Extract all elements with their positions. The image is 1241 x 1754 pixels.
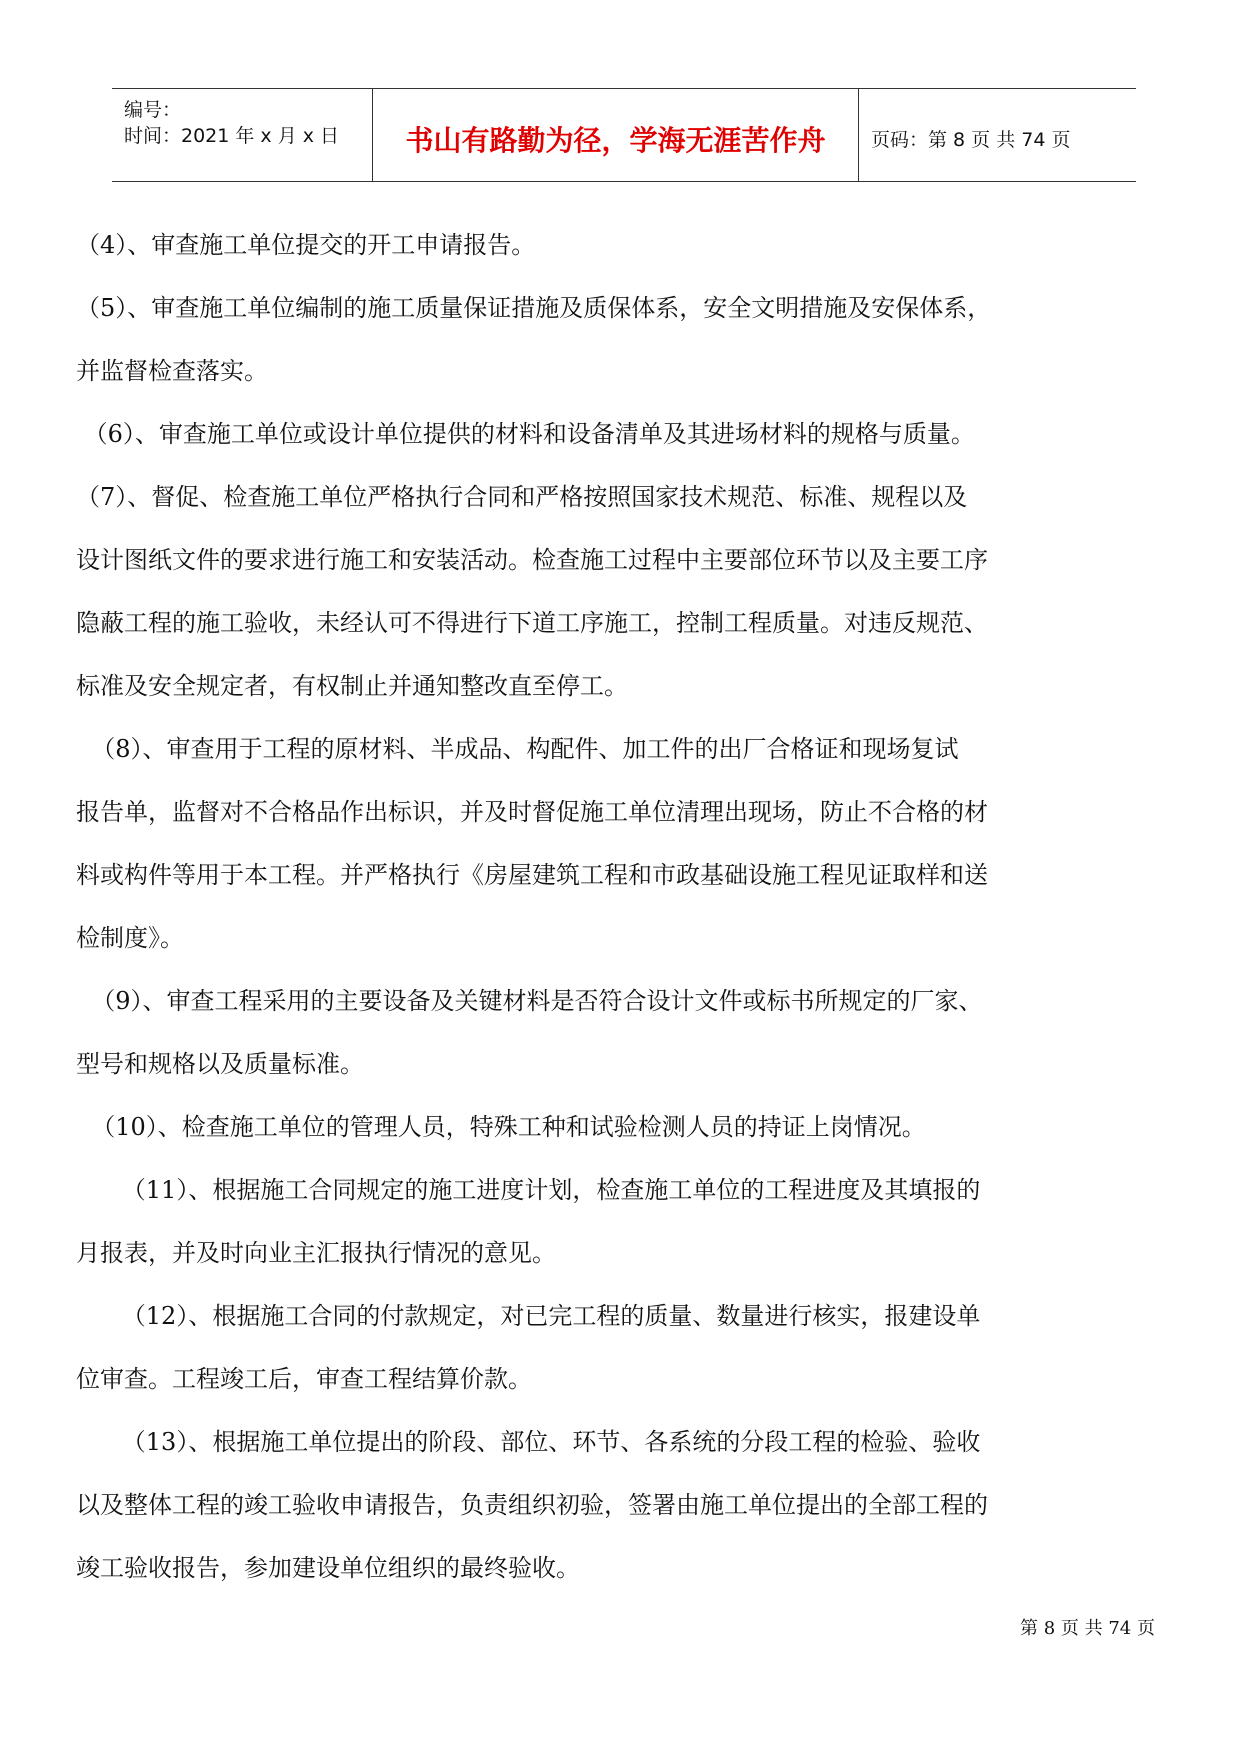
text-line: 隐蔽工程的施工验收，未经认可不得进行下道工序施工，控制工程质量。对违反规范、 xyxy=(76,609,988,637)
text-line: （12）、根据施工合同的付款规定，对已完工程的质量、数量进行核实，报建设单 xyxy=(76,1302,981,1330)
page-footer: 第 8 页 共 74 页 xyxy=(1020,1618,1155,1639)
date-label: 时间：2021 年 x 月 x 日 xyxy=(124,125,340,147)
number-label: 编号： xyxy=(124,99,182,121)
text-line: 并监督检查落实。 xyxy=(76,357,268,385)
text-line: （13）、根据施工单位提出的阶段、部位、环节、各系统的分段工程的检验、验收 xyxy=(76,1428,981,1456)
text-line: （10）、检查施工单位的管理人员，特殊工种和试验检测人员的持证上岗情况。 xyxy=(76,1113,926,1141)
text-line: 设计图纸文件的要求进行施工和安装活动。检查施工过程中主要部位环节以及主要工序 xyxy=(76,546,988,574)
text-line: 以及整体工程的竣工验收申请报告，负责组织初验，签署由施工单位提出的全部工程的 xyxy=(76,1491,988,1519)
header-page-info: 页码：第 8 页 共 74 页 xyxy=(871,129,1071,151)
text-line: 检制度》。 xyxy=(76,924,184,952)
text-line: （9）、审查工程采用的主要设备及关键材料是否符合设计文件或标书所规定的厂家、 xyxy=(76,987,983,1015)
text-line: 月报表，并及时向业主汇报执行情况的意见。 xyxy=(76,1239,556,1267)
text-line: 型号和规格以及质量标准。 xyxy=(76,1050,364,1078)
header-motto: 书山有路勤为径，学海无涯苦作舟 xyxy=(405,124,826,157)
header-middle-cell xyxy=(372,89,859,181)
text-line: 标准及安全规定者，有权制止并通知整改直至停工。 xyxy=(76,672,628,700)
text-line: 报告单，监督对不合格品作出标识，并及时督促施工单位清理出现场，防止不合格的材 xyxy=(76,798,988,826)
text-line: 竣工验收报告，参加建设单位组织的最终验收。 xyxy=(76,1554,580,1582)
text-line: （7）、督促、检查施工单位严格执行合同和严格按照国家技术规范、标准、规程以及 xyxy=(76,483,968,511)
header-left-cell xyxy=(112,89,372,181)
text-line: （6）、审查施工单位或设计单位提供的材料和设备清单及其进场材料的规格与质量。 xyxy=(76,420,975,448)
text-line: （5）、审查施工单位编制的施工质量保证措施及质保体系，安全文明措施及安保体系， xyxy=(76,294,992,322)
text-line: （4）、审查施工单位提交的开工申请报告。 xyxy=(76,231,536,259)
body-content xyxy=(76,214,1176,1600)
header-right-cell xyxy=(858,89,1136,181)
text-line: 位审查。工程竣工后，审查工程结算价款。 xyxy=(76,1365,532,1393)
text-line: （8）、审查用于工程的原材料、半成品、构配件、加工件的出厂合格证和现场复试 xyxy=(76,735,959,763)
document-header xyxy=(112,88,1136,182)
text-line: 料或构件等用于本工程。并严格执行《房屋建筑工程和市政基础设施工程见证取样和送 xyxy=(76,861,988,889)
text-line: （11）、根据施工合同规定的施工进度计划，检查施工单位的工程进度及其填报的 xyxy=(76,1176,981,1204)
